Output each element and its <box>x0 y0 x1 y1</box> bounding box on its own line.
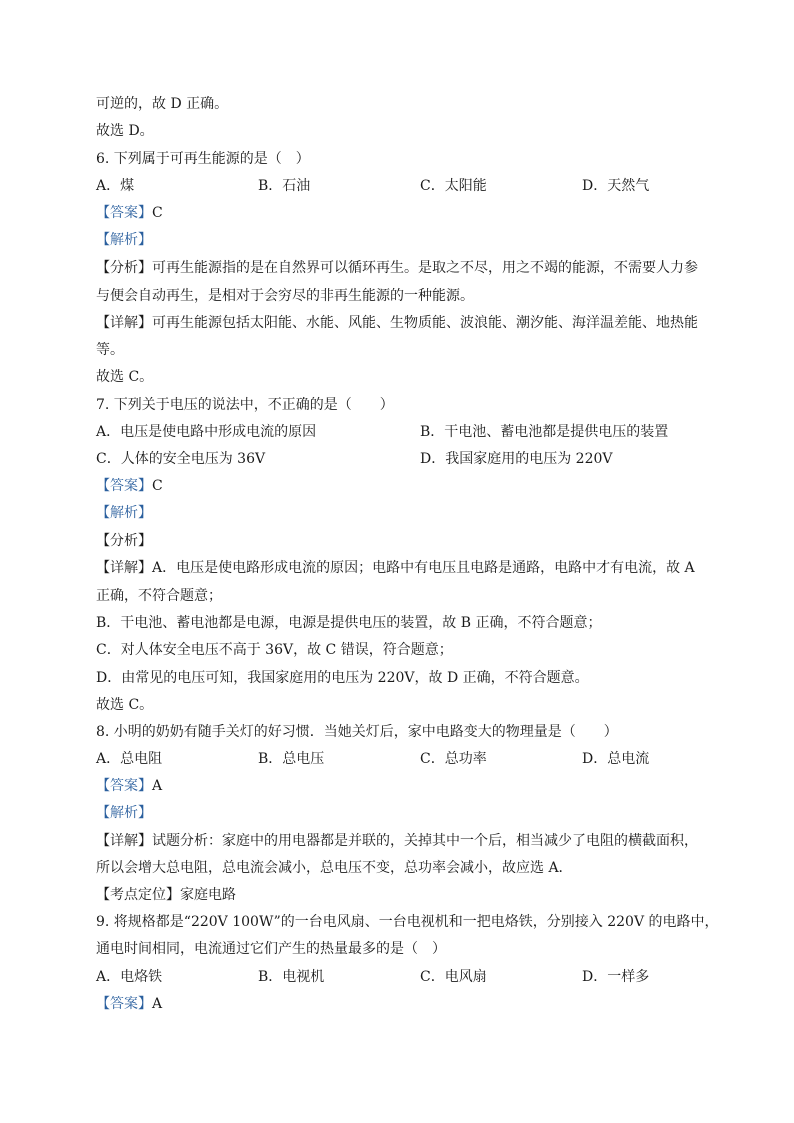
answer-line <box>96 476 163 496</box>
fenxi-tag: 【分析】 <box>96 533 152 549</box>
detail-text: 可再生能源包括太阳能、水能、风能、生物质能、波浪能、潮汐能、海洋温差能、地热能 <box>152 315 698 331</box>
fenxi-tag: 【分析】 <box>96 260 152 276</box>
detail-tag: 【详解】 <box>96 315 152 331</box>
text-line: 通电时间相同，电流通过它们产生的热量最多的是（ ） <box>96 941 446 957</box>
text-line: 故选 D。 <box>96 123 154 139</box>
answer-line <box>96 203 163 223</box>
detail-text: 试题分析：家庭中的用电器都是并联的，关掉其中一个后，相当减少了电阻的横截面积， <box>152 833 698 849</box>
question-7: 7. 下列关于电压的说法中，不正确的是（ ） <box>96 397 394 413</box>
q9-option-d: D．一样多 <box>582 969 650 985</box>
detail-line <box>96 313 698 333</box>
q8-option-c: C．总功率 <box>420 751 487 767</box>
kaodian-line <box>96 885 236 905</box>
answer-value: C <box>152 205 163 221</box>
q7-option-c: C．人体的安全电压为 36V <box>96 451 266 467</box>
answer-tag: 【答案】 <box>96 205 152 221</box>
analysis-tag: 【解析】 <box>96 805 152 821</box>
question-9: 9. 将规格都是“220V 100W”的一台电风扇、一台电视机和一把电烙铁，分别接入 220V 的电路中， <box>96 914 719 930</box>
text-line: D．由常见的电压可知，我国家庭用的电压为 220V，故 D 正确，不符合题意。 <box>96 670 589 686</box>
detail-tag: 【详解】 <box>96 560 152 576</box>
q8-option-d: D．总电流 <box>582 751 650 767</box>
detail-line <box>96 558 695 578</box>
text-line: C．对人体安全电压不高于 36V，故 C 错误，符合题意； <box>96 642 453 658</box>
text-line: 所以会增大总电阻，总电流会减小，总电压不变，总功率会减小，故应选 A． <box>96 860 573 876</box>
answer-value: A <box>152 996 163 1012</box>
kaodian-tag: 【考点定位】 <box>96 887 180 903</box>
q7-option-b: B．干电池、蓄电池都是提供电压的装置 <box>420 424 669 440</box>
answer-tag: 【答案】 <box>96 478 152 494</box>
q8-option-b: B．总电压 <box>258 751 325 767</box>
text-line: 与便会自动再生，是相对于会穷尽的非再生能源的一种能源。 <box>96 288 474 304</box>
text-line: 故选 C。 <box>96 369 154 385</box>
text-line: B．干电池、蓄电池都是电源，电源是提供电压的装置，故 B 正确，不符合题意； <box>96 615 602 631</box>
answer-tag: 【答案】 <box>96 778 152 794</box>
q6-option-a: A．煤 <box>96 178 135 194</box>
text-line: 正确，不符合题意； <box>96 588 222 604</box>
answer-line <box>96 776 162 796</box>
fenxi-text: 可再生能源指的是在自然界可以循环再生。是取之不尽，用之不竭的能源，不需要人力参 <box>152 260 698 276</box>
q6-option-c: C．太阳能 <box>420 178 487 194</box>
text-line: 故选 C。 <box>96 697 154 713</box>
answer-value: A <box>152 778 163 794</box>
detail-line <box>96 831 698 851</box>
q9-option-c: C．电风扇 <box>420 969 487 985</box>
q9-option-a: A．电烙铁 <box>96 969 163 985</box>
fenxi-line <box>96 258 698 278</box>
analysis-tag: 【解析】 <box>96 505 152 521</box>
question-6: 6. 下列属于可再生能源的是（ ） <box>96 151 310 167</box>
fenxi-line <box>96 531 152 551</box>
detail-tag: 【详解】 <box>96 833 152 849</box>
q7-option-d: D．我国家庭用的电压为 220V <box>420 451 613 467</box>
q8-option-a: A．总电阻 <box>96 751 163 767</box>
analysis-tag: 【解析】 <box>96 232 152 248</box>
analysis-line <box>96 230 152 250</box>
kaodian-text: 家庭电路 <box>180 887 236 903</box>
detail-text: A．电压是使电路形成电流的原因；电路中有电压且电路是通路，电路中才有电流，故 A <box>152 560 695 576</box>
answer-tag: 【答案】 <box>96 996 152 1012</box>
text-line: 等。 <box>96 342 124 358</box>
analysis-line <box>96 503 152 523</box>
text-line: 可逆的，故 D 正确。 <box>96 96 229 112</box>
q9-option-b: B．电视机 <box>258 969 325 985</box>
answer-value: C <box>152 478 163 494</box>
question-8: 8. 小明的奶奶有随手关灯的好习惯．当她关灯后，家中电路变大的物理量是（ ） <box>96 724 618 740</box>
q6-option-b: B．石油 <box>258 178 311 194</box>
q6-option-d: D．天然气 <box>582 178 650 194</box>
answer-line <box>96 994 162 1014</box>
analysis-line <box>96 803 152 823</box>
q7-option-a: A．电压是使电路中形成电流的原因 <box>96 424 317 440</box>
